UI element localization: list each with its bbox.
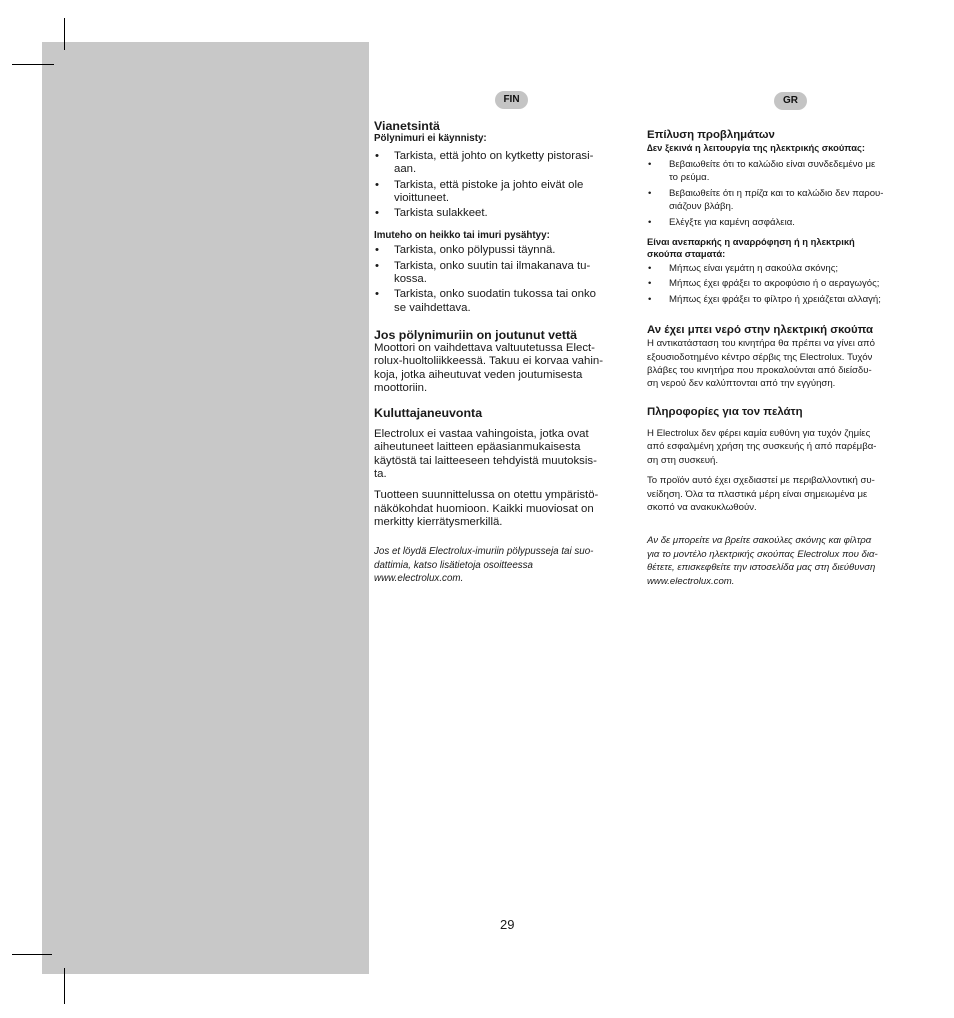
page-number: 29 — [500, 917, 515, 932]
list-item: • Μήπως έχει φράξει το ακροφύσιο ή ο αεραγωγός; — [647, 277, 922, 290]
fin-water-title: Jos pölynimuriin on joutunut vettä — [374, 327, 578, 342]
fin-troubleshooting-title: Vianetsintä — [374, 119, 440, 133]
gray-side-panel — [42, 42, 369, 974]
gr-consumer-paragraph-2: Το προϊόν αυτό έχει σχεδιαστεί με περιβαλλοντική συ- νείδηση. Όλα τα πλαστικά μέρη είναι σημειωμένα με σκοπό να ανακυκλωθούν. — [647, 475, 875, 513]
fin-consumer-title: Kuluttajaneuvonta — [374, 406, 483, 421]
gr-weak-suction-list — [647, 262, 922, 306]
list-item: • Tarkista, onko pölypussi täynnä. — [374, 244, 642, 257]
crop-mark-top-vertical — [64, 18, 65, 50]
list-item: • Tarkista, onko suodatin tukossa tai onko se vaihdettava. — [374, 288, 642, 315]
list-item: • Tarkista, onko suutin tai ilmakanava tu- kossa. — [374, 260, 642, 287]
gr-water-title: Αν έχει μπει νερό στην ηλεκτρική σκούπα — [647, 324, 873, 337]
gr-consumer-paragraph-1: Η Electrolux δεν φέρει καμία ευθύνη για τυχόν ζημίες από εσφαλμένη χρήση της συσκευής ή από παρέμβα- ση στη συσκευή. — [647, 427, 877, 466]
list-item: • Μήπως είναι γεμάτη η σακούλα σκόνης; — [647, 262, 922, 275]
fin-water-text: Moottori on vaihdettava valtuutetussa Elect- rolux-huoltoliikkeessä. Takuu ei korvaa vahin- koja, jotka aiheutuvat veden joutumisesta moottoriin. — [374, 341, 603, 394]
list-item: • Μήπως έχει φράξει το φίλτρο ή χρειάζεται αλλαγή; — [647, 293, 922, 306]
gr-water-text: Η αντικατάσταση του κινητήρα θα πρέπει να γίνει από εξουσιοδοτημένο κέντρο σέρβις της Electrolux. Τυχόν βλάβες του κινητήρα που προκαλούνται από διείσδυ- ση νερού δεν καλύπτονται από την εγγύηση. — [647, 338, 875, 390]
fin-column — [374, 119, 642, 585]
fin-consumer-paragraph-2: Tuotteen suunnittelussa on otettu ympäristö- näkökohdat huomioon. Kaikki muoviosat on merkitty kierrätysmerkillä. — [374, 489, 599, 528]
crop-mark-top-horizontal — [12, 64, 54, 65]
list-item: • Tarkista, että pistoke ja johto eivät ole vioittuneet. — [374, 179, 642, 206]
gr-no-start-list — [647, 158, 922, 229]
crop-mark-bottom-horizontal — [12, 954, 52, 955]
crop-mark-bottom-vertical — [64, 968, 65, 1004]
language-badge-gr: GR — [774, 92, 807, 110]
fin-weak-suction-list — [374, 244, 642, 314]
gr-no-start-title: ∆εν ξεκινά η λειτουργία της ηλεκτρικής σκούπας: — [647, 142, 865, 153]
gr-weak-suction-title: Είναι ανεπαρκής η αναρρόφηση ή η ηλεκτρική σκούπα σταματά: — [647, 236, 855, 260]
language-badge-fin: FIN — [495, 91, 528, 109]
gr-note: Αν δε μπορείτε να βρείτε σακούλες σκόνης και φίλτρα για το μοντέλο ηλεκτρικής σκούπας Electrolux που δια- θέτετε, επισκεφθείτε την ιστοσελίδα μας στη διεύθυνση www.electrolux.com. — [647, 535, 878, 587]
list-item: • Tarkista sulakkeet. — [374, 207, 642, 220]
fin-weak-suction-title: Imuteho on heikko tai imuri pysähtyy: — [374, 230, 550, 242]
list-item: • Βεβαιωθείτε ότι η πρίζα και το καλώδιο δεν παρου- σιάζουν βλάβη. — [647, 187, 922, 214]
list-item: • Βεβαιωθείτε ότι το καλώδιο είναι συνδεδεμένο με το ρεύμα. — [647, 158, 922, 185]
list-item: • Ελέγξτε για καμένη ασφάλεια. — [647, 216, 922, 229]
gr-troubleshooting-title: Επίλυση προβλημάτων — [647, 129, 775, 141]
fin-consumer-paragraph-1: Electrolux ei vastaa vahingoista, jotka ovat aiheutuneet laitteen epäasianmukaisesta käytöstä tai laitteeseen tehdyistä muutoksis- ta. — [374, 428, 597, 481]
gr-consumer-title: Πληροφορίες για τον πελάτη — [647, 405, 803, 418]
fin-no-start-list — [374, 150, 642, 220]
gr-column — [647, 128, 922, 588]
fin-no-start-title: Pölynimuri ei käynnisty: — [374, 133, 487, 144]
fin-note: Jos et löydä Electrolux-imuriin pölypusseja tai suo- dattimia, katso lisätietoja osoitteessa www.electrolux.com. — [374, 546, 594, 584]
list-item: • Tarkista, että johto on kytketty pistorasi- aan. — [374, 150, 642, 177]
